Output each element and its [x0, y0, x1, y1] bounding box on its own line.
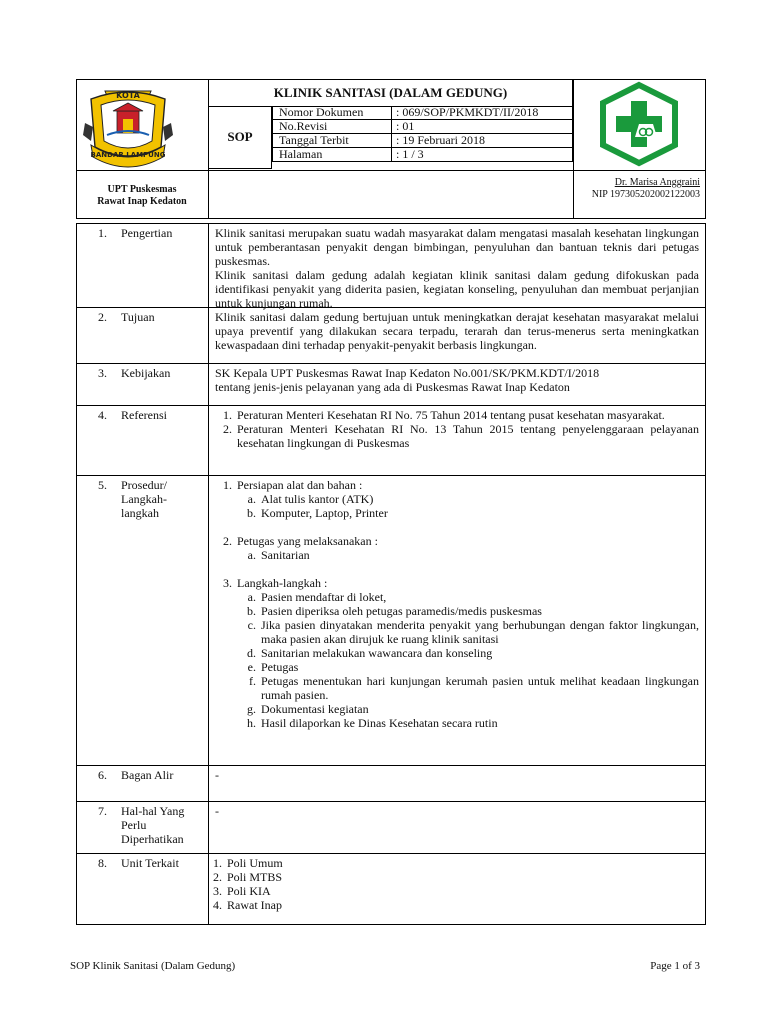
- section-tujuan: [77, 308, 705, 364]
- section-content: [209, 476, 705, 765]
- section-title: [121, 478, 208, 765]
- section-title: Tujuan: [121, 310, 155, 324]
- group-title: Persiapan alat dan bahan :: [237, 478, 363, 492]
- signer-nip: NIP 197305202002122003: [591, 189, 700, 200]
- section-label: [77, 406, 209, 475]
- list-item: [235, 478, 699, 534]
- title-line: Langkah-: [121, 492, 167, 506]
- section-number: 8.: [98, 856, 107, 870]
- meta-value: : 01: [392, 120, 573, 134]
- group-title: Petugas yang melaksanakan :: [237, 534, 378, 548]
- section-label: [77, 802, 209, 853]
- list-item: d. Sanitarian melakukan wawancara dan konseling: [259, 646, 699, 660]
- section-label: [77, 476, 209, 765]
- section-prosedur: [77, 476, 705, 766]
- section-label: [77, 308, 209, 363]
- document-title: KLINIK SANITASI (DALAM GEDUNG): [208, 79, 573, 107]
- section-content: [209, 854, 705, 924]
- section-label: [77, 224, 209, 307]
- meta-key: No.Revisi: [272, 120, 392, 134]
- reference-list: [215, 408, 699, 450]
- unit-name: [76, 171, 208, 219]
- title-line: Prosedur/: [121, 478, 167, 492]
- section-title: Pengertian: [121, 226, 173, 240]
- section-number: 5.: [98, 478, 107, 492]
- spacer: [237, 520, 699, 534]
- list-item: [235, 576, 699, 730]
- section-label: [77, 766, 209, 801]
- list-item: a. Pasien mendaftar di loket,: [259, 590, 699, 604]
- document-meta: [272, 106, 573, 162]
- section-content: [209, 224, 705, 310]
- list-item: 1. Poli Umum: [225, 856, 699, 870]
- meta-value: : 19 Februari 2018: [392, 134, 573, 148]
- list-item: b. Komputer, Laptop, Printer: [259, 506, 699, 520]
- sop-table: [76, 223, 706, 925]
- page-number: Page 1 of 3: [650, 960, 700, 972]
- paragraph: tentang jenis-jenis pelayanan yang ada di Puskesmas Rawat Inap Kedaton: [215, 380, 570, 394]
- title-line: Diperhatikan: [121, 832, 184, 846]
- meta-row: [272, 106, 573, 120]
- procedure-list: [215, 478, 699, 730]
- section-unit-terkait: [77, 854, 705, 924]
- section-title: Unit Terkait: [121, 856, 179, 870]
- list-item: f. Petugas menentukan hari kunjungan kerumah pasien untuk melihat keadaan lingkungan rumah pasien.: [259, 674, 699, 702]
- list-item: e. Petugas: [259, 660, 699, 674]
- paragraph: Klinik sanitasi dalam gedung adalah kegiatan klinik sanitasi dalam gedung difokuskan pada identifikasi penyakit yang diderita pasien, kegiatan konseling, penyuluhan dan membuat perjanjian untuk kunjungan rumah.: [215, 268, 699, 310]
- section-title: Bagan Alir: [121, 768, 174, 782]
- unit-line: Rawat Inap Kedaton: [97, 196, 187, 207]
- list-item: h. Hasil dilaporkan ke Dinas Kesehatan secara rutin: [259, 716, 699, 730]
- paragraph: SK Kepala UPT Puskesmas Rawat Inap Kedaton No.001/SK/PKM.KDT/I/2018: [215, 366, 600, 380]
- section-label: [77, 364, 209, 405]
- section-number: 3.: [98, 366, 107, 380]
- section-title: [121, 804, 208, 853]
- signer-name: Dr. Marisa Anggraini: [614, 177, 700, 188]
- list-item: b. Pasien diperiksa oleh petugas paramedis/medis puskesmas: [259, 604, 699, 618]
- section-title: Referensi: [121, 408, 167, 422]
- sub-list: [237, 590, 699, 730]
- section-number: 2.: [98, 310, 107, 324]
- section-title: Kebijakan: [121, 366, 171, 380]
- section-referensi: [77, 406, 705, 476]
- footer-title: SOP Klinik Sanitasi (Dalam Gedung): [70, 960, 236, 972]
- logo-bottom-text: BANDAR LAMPUNG: [90, 151, 166, 159]
- signature-block: [573, 171, 706, 219]
- list-item: a. Sanitarian: [259, 548, 699, 562]
- meta-value: : 1 / 3: [392, 148, 573, 162]
- list-item: [235, 534, 699, 576]
- section-kebijakan: [77, 364, 705, 406]
- list-item: c. Jika pasien dinyatakan menderita penyakit yang berhubungan dengan faktor lingkungan, maka pasien akan dirujuk ke ruang klinik sanitasi: [259, 618, 699, 646]
- section-content: [209, 406, 705, 475]
- section-bagan-alir: [77, 766, 705, 802]
- meta-row: [272, 134, 573, 148]
- section-content: -: [215, 768, 219, 782]
- meta-row: [272, 120, 573, 134]
- meta-value: : 069/SOP/PKMKDT/II/2018: [392, 106, 573, 120]
- section-content: -: [215, 804, 219, 818]
- meta-key: Tanggal Terbit: [272, 134, 392, 148]
- list-item: 3. Poli KIA: [225, 884, 699, 898]
- meta-row: [272, 148, 573, 162]
- paragraph: Klinik sanitasi dalam gedung bertujuan untuk meningkatkan derajat kesehatan masyarakat melalui upaya preventif yang dilakukan secara terpadu, terarah dan terus-menerus serta meningkatkan kewaspadaan dini terhadap penyakit-penyakit berbasis lingkungan.: [215, 310, 699, 352]
- section-hal-perhatikan: [77, 802, 705, 854]
- sub-list: [237, 492, 699, 520]
- page-footer: [70, 960, 700, 972]
- section-content: [209, 364, 705, 405]
- section-label: [77, 854, 209, 924]
- section-content: [209, 308, 705, 363]
- section-number: 1.: [98, 226, 107, 240]
- section-number: 4.: [98, 408, 107, 422]
- document-header: [76, 79, 706, 219]
- city-logo: [76, 79, 208, 169]
- title-line: langkah: [121, 506, 159, 520]
- section-number: 7.: [98, 804, 107, 818]
- list-item: g. Dokumentasi kegiatan: [259, 702, 699, 716]
- meta-key: Nomor Dokumen: [272, 106, 392, 120]
- list-item: 1. Peraturan Menteri Kesehatan RI No. 75 Tahun 2014 tentang pusat kesehatan masyarakat.: [235, 408, 699, 422]
- meta-key: Halaman: [272, 148, 392, 162]
- list-item: 2. Peraturan Menteri Kesehatan RI No. 13 Tahun 2015 tentang penyelenggaraan pelayanan kesehatan lingkungan di Puskesmas: [235, 422, 699, 450]
- list-item: a. Alat tulis kantor (ATK): [259, 492, 699, 506]
- section-number: 6.: [98, 768, 107, 782]
- paragraph: Klinik sanitasi merupakan suatu wadah masyarakat dalam mengatasi masalah kesehatan lingkungan untuk pemberantasan penyakit dengan bimbingan, penyuluhan dan bantuan teknis dari petugas puskesmas.: [215, 226, 699, 268]
- spacer: [237, 562, 699, 576]
- unit-list: [209, 856, 699, 912]
- sop-label: SOP: [208, 106, 272, 169]
- sub-list: [237, 548, 699, 562]
- title-line: Perlu: [121, 818, 147, 832]
- list-item: 2. Poli MTBS: [225, 870, 699, 884]
- group-title: Langkah-langkah :: [237, 576, 328, 590]
- title-line: Hal-hal Yang: [121, 804, 185, 818]
- section-pengertian: [77, 224, 705, 308]
- logo-top-text: KOTA: [116, 91, 140, 100]
- puskesmas-logo: [573, 79, 706, 169]
- unit-line: UPT Puskesmas: [107, 184, 177, 195]
- list-item: 4. Rawat Inap: [225, 898, 699, 912]
